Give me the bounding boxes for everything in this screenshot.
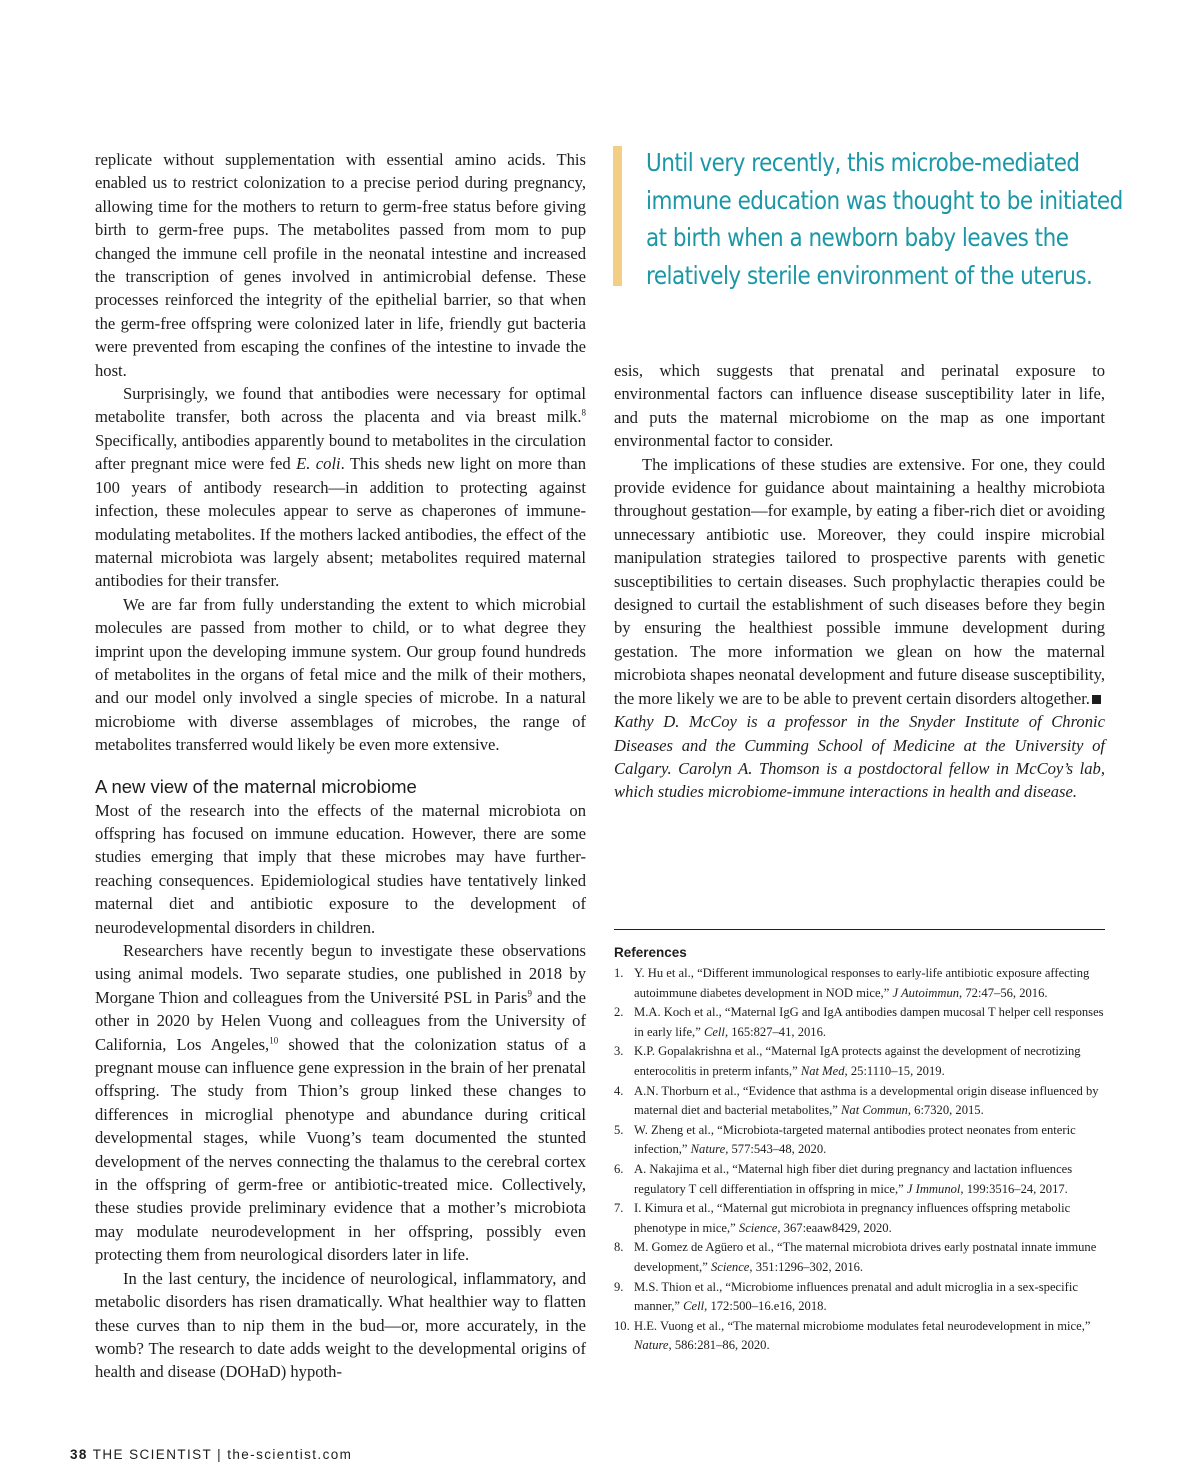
reference-number: 9. [614, 1279, 624, 1294]
paragraph [95, 939, 586, 1267]
text-run: showed that the colonization status of a pregnant mouse can influence gene expression in the brain of her prenatal offspring. The study from Thion’s group linked these changes to differences in microglial phenotype and abundance during critical developmental stages, while Vuong’s team documented the stunted development of the nerves connecting the thalamus to the cerebral cortex in the offspring of germ-free or antibiotic-treated mice. Collectively, these studies provide preliminary evidence that a mother’s microbiota may modulate neurodevelopment in her offspring, possibly even protecting them from neurological disorders later in life. [95, 1034, 587, 1265]
reference-journal: J Autoimmun [892, 985, 960, 1000]
reference-journal: Cell [703, 1024, 725, 1039]
magazine-name: THE SCIENTIST [92, 1447, 212, 1462]
reference-details: , 165:827–41, 2016. [724, 1024, 827, 1039]
reference-text: K.P. Gopalakrishna et al., “Maternal IgA protects against the development of necrotizing enterocolitis in preterm infants,” [634, 1044, 1081, 1078]
pull-quote-text [646, 144, 1123, 294]
text-run: Specifically, antibodies apparently bound to metabolites in the circulation after pregnant mice were fed [95, 430, 586, 474]
paragraph: esis, which suggests that prenatal and perinatal exposure to environmental factors can influence disease susceptibility later in life, and puts the maternal microbiome on the map as one important environmental factor to consider. [614, 361, 1105, 451]
reference-number: 10. [614, 1318, 630, 1333]
reference-details: , 6:7320, 2015. [907, 1103, 984, 1118]
reference-journal: Science [710, 1259, 750, 1274]
reference-number: 8. [614, 1240, 624, 1255]
section-heading: A new view of the maternal microbiome [95, 775, 417, 797]
divider [614, 929, 1105, 930]
reference-number: 6. [614, 1161, 624, 1176]
reference-details: , 199:3516–24, 2017. [960, 1181, 1068, 1196]
reference-details: , 577:543–48, 2020. [725, 1142, 827, 1157]
reference-item [614, 1278, 1105, 1317]
reference-item [614, 1317, 1105, 1356]
reference-journal: Nature [690, 1142, 726, 1157]
reference-text: H.E. Vuong et al., “The maternal microbiome modulates fetal neurodevelopment in mice,” [634, 1318, 1091, 1333]
reference-text: M.A. Koch et al., “Maternal IgG and IgA antibodies dampen mucosal T helper cell responses in early life,” [634, 1005, 1104, 1039]
reference-item [614, 1082, 1105, 1121]
species-name: E. coli [296, 454, 341, 474]
text-run: Researchers have recently begun to investigate these observations using animal models. Two separate studies, one published in 2018 by Morgane Thion and colleagues from the Université PSL in Paris [95, 941, 586, 1007]
pull-quote-line: immune education was thought to be initiated [646, 185, 1123, 215]
reference-item [614, 1042, 1105, 1081]
right-column [614, 359, 1105, 804]
reference-number: 1. [614, 966, 624, 980]
reference-journal: Nat Commun [841, 1103, 908, 1118]
paragraph [614, 453, 1105, 710]
reference-item [614, 1003, 1105, 1042]
paragraph: Most of the research into the effects of the maternal microbiota on offspring has focused on immune education. However, there are some studies emerging that imply that these microbes may have further-reaching consequences. Epidemiological studies have tentatively linked maternal diet and antibiotic exposure to the development of neurodevelopmental disorders in children. [95, 800, 586, 937]
end-mark-icon [1092, 695, 1101, 704]
paragraph: We are far from fully understanding the extent to which microbial molecules are passed from mother to child, or to what degree they imprint upon the developing immune system. Our group found hundreds of metabolites in the organs of fetal mice and the milk of their mothers, and our model only involved a single species of microbe. In a natural microbiome with diverse assemblages of microbes, the range of metabolites transferred would likely be even more extensive. [95, 594, 586, 755]
reference-journal: Nat Med [800, 1063, 845, 1078]
reference-text: M. Gomez de Agüero et al., “The maternal microbiota drives early postnatal innate immune development,” [634, 1240, 1097, 1274]
text-run: . This sheds new light on more than 100 years of antibody research—in addition to protecting against infection, these molecules appear to serve as chaperones of immune-modulating metabolites. If the mothers lacked antibodies, the effect of the maternal microbiota was largely absent; metabolites required maternal antibodies for their transfer. [95, 454, 586, 591]
reference-text: I. Kimura et al., “Maternal gut microbiota in pregnancy influences offspring metabolic phenotype in mice,” [634, 1201, 1071, 1235]
reference-details: , 367:eaaw8429, 2020. [777, 1220, 892, 1235]
reference-number: 2. [614, 1005, 624, 1020]
pull-quote-bar [613, 146, 622, 286]
pull-quote [613, 144, 1123, 290]
citation-superscript: 8 [581, 407, 586, 418]
page-footer [70, 1447, 352, 1462]
reference-text: M.S. Thion et al., “Microbiome influences prenatal and adult microglia in a sex-specific manner,” [634, 1279, 1078, 1314]
reference-text: A. Nakajima et al., “Maternal high fiber diet during pregnancy and lactation influences regulatory T cell differentiation in offspring in mice,” [634, 1161, 1073, 1196]
reference-details: , 586:281–86, 2020. [668, 1338, 770, 1353]
author-bio: Kathy D. McCoy is a professor in the Snyder Institute of Chronic Diseases and the Cumming School of Medicine at the University of Calgary. Carolyn A. Thomson is a postdoctoral fellow in McCoy’s lab, which studies microbiome-immune interactions in health and disease. [614, 712, 1105, 802]
reference-journal: Science [738, 1220, 778, 1235]
pull-quote-line: at birth when a newborn baby leaves the [646, 223, 1069, 252]
paragraph: replicate without supplementation with essential amino acids. This enabled us to restrict colonization to a precise period during pregnancy, allowing time for the mothers to return to germ-free status before giving birth to germ-free pups. The metabolites passed from mom to pup changed the immune cell profile in the neonatal intestine and increased the transcription of genes involved in antimicrobial defense. These processes reinforced the integrity of the epithelial barrier, so that when the germ-free offspring were colonized later in life, friendly gut bacteria were prevented from escaping the confines of the intestine to invade the host. [95, 150, 586, 380]
reference-details: , 72:47–56, 2016. [959, 985, 1048, 1000]
citation-superscript: 10 [269, 1035, 279, 1046]
reference-text: Y. Hu et al., “Different immunological responses to early-life antibiotic exposure affecting autoimmune diabetes development in NOD mice,” [634, 966, 1090, 1000]
reference-number: 5. [614, 1122, 624, 1137]
reference-details: , 25:1110–15, 2019. [844, 1063, 945, 1078]
reference-number: 4. [614, 1083, 624, 1098]
reference-details: , 172:500–16.e16, 2018. [704, 1299, 827, 1314]
text-run: Surprisingly, we found that antibodies were necessary for optimal metabolite transfer, both across the placenta and via breast milk. [95, 384, 586, 427]
footer-separator: | [217, 1447, 223, 1462]
reference-item [614, 1121, 1105, 1160]
reference-item [614, 1199, 1105, 1238]
references-title: References [614, 945, 687, 960]
pull-quote-line: Until very recently, this microbe-mediated [646, 148, 1080, 177]
reference-journal: Nature [634, 1338, 669, 1353]
reference-item [614, 964, 1105, 1003]
text-run: and the other in 2020 by Helen Vuong and colleagues from the University of California, Los Angeles, [95, 987, 587, 1054]
text-run: The implications of these studies are extensive. For one, they could provide evidence for guidance about maintaining a healthy microbiota throughout gestation—for example, by eating a fiber-rich diet or avoiding unnecessary antibiotic use. Moreover, they could inspire microbial manipulation strategies tailored to prospective parents with genetic susceptibilities to certain diseases. Such prophylactic therapies could be designed to curtail the establishment of such diseases before they begin by ensuring the healthiest possible immune development during gestation. The more information we glean on how the maternal microbiota shapes neonatal development and future disease susceptibility, the more likely we are to be able to prevent certain disorders altogether. [614, 454, 1105, 708]
reference-text: A.N. Thorburn et al., “Evidence that asthma is a developmental origin disease influenced by maternal diet and bacterial metabolites,” [634, 1083, 1099, 1118]
reference-item [614, 1238, 1105, 1277]
citation-superscript: 9 [527, 988, 533, 999]
reference-text: W. Zheng et al., “Microbiota-targeted maternal antibodies protect neonates from enteric infection,” [634, 1122, 1076, 1157]
pull-quote-line: relatively sterile environment of the uterus. [646, 260, 1093, 290]
left-column [95, 148, 586, 1384]
paragraph [95, 382, 586, 593]
reference-number: 3. [614, 1044, 624, 1059]
paragraph: In the last century, the incidence of neurological, inflammatory, and metabolic disorders has risen dramatically. What healthier way to flatten these curves than to nip them in the bud—or, more accurately, in the womb? The research to date adds weight to the developmental origins of health and disease (DOHaD) hypoth- [95, 1268, 586, 1382]
reference-journal: J Immunol [906, 1181, 961, 1196]
reference-item [614, 1160, 1105, 1199]
website-link[interactable]: the-scientist.com [227, 1447, 353, 1462]
references [614, 944, 1105, 1356]
reference-number: 7. [614, 1201, 624, 1216]
page-number: 38 [70, 1447, 88, 1462]
reference-list [614, 964, 1105, 1356]
reference-journal: Cell [683, 1299, 705, 1314]
reference-details: , 351:1296–302, 2016. [749, 1259, 864, 1274]
